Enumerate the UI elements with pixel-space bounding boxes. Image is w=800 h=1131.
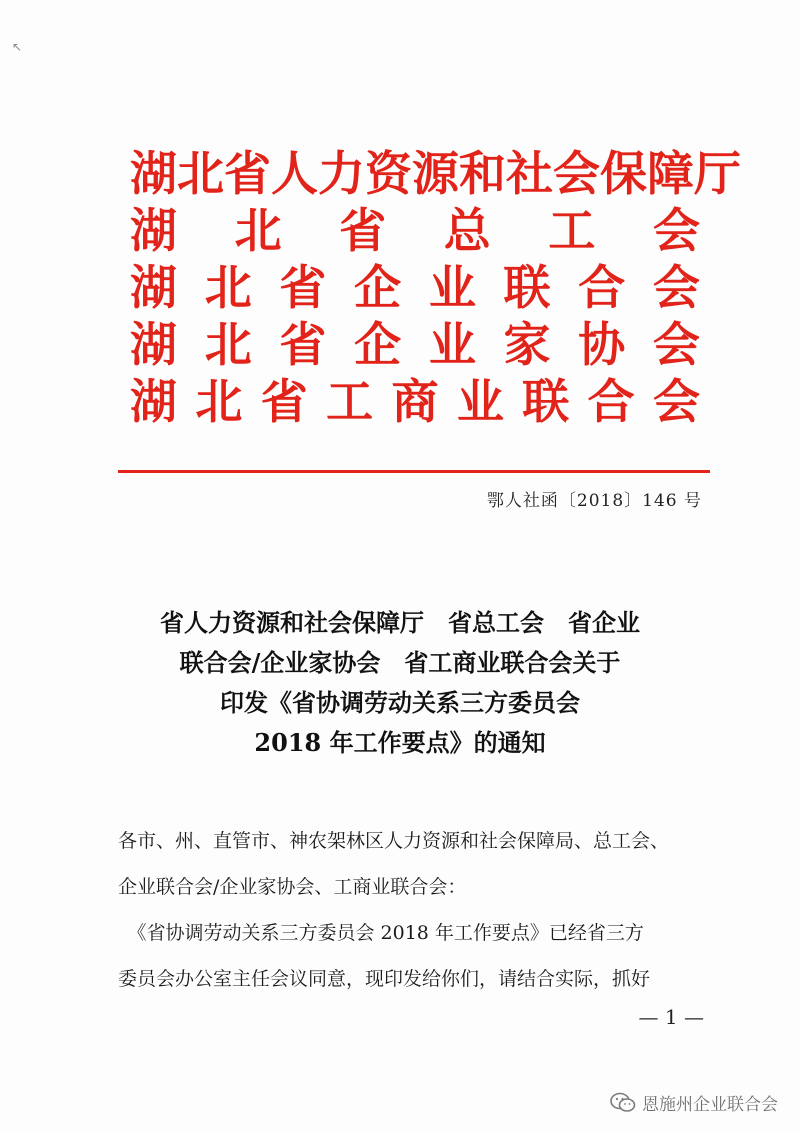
header-char: 省 <box>339 204 387 259</box>
header-char: 力 <box>318 147 365 202</box>
header-char: 协 <box>578 318 626 373</box>
header-char: 北 <box>177 147 224 202</box>
header-char: 省 <box>279 261 327 316</box>
header-char: 源 <box>412 147 459 202</box>
header-char: 联 <box>503 261 551 316</box>
header-char: 合 <box>578 261 626 316</box>
header-char: 家 <box>503 318 551 373</box>
header-char: 企 <box>354 318 402 373</box>
title-line-2: 联合会/企业家协会 省工商业联合会关于 <box>179 648 621 677</box>
addressee-line-2: 企业联合会/企业家协会、工商业联合会： <box>118 876 467 898</box>
header-char: 北 <box>204 261 252 316</box>
wechat-watermark <box>610 1090 778 1115</box>
header-char: 会 <box>652 261 700 316</box>
header-char: 业 <box>456 375 504 430</box>
red-separator-rule <box>118 470 710 473</box>
header-line-3 <box>130 260 700 317</box>
watermark-text: 恩施州企业联合会 <box>642 1095 778 1115</box>
header-char: 湖 <box>130 261 177 316</box>
header-char: 障 <box>647 147 694 202</box>
paragraph-1-line-2: 委员会办公室主任会议同意，现印发给你们，请结合实际，抓好 <box>118 968 651 990</box>
wechat-icon <box>610 1092 636 1114</box>
title-line-4: 2018 年工作要点》的通知 <box>254 728 546 757</box>
header-line-5 <box>130 374 700 431</box>
header-char: 省 <box>260 375 308 430</box>
header-char: 工 <box>548 204 596 259</box>
document-title <box>100 603 700 763</box>
title-line-3: 印发《省协调劳动关系三方委员会 <box>220 688 580 717</box>
header-char: 会 <box>652 318 700 373</box>
header-char: 企 <box>354 261 402 316</box>
header-char: 保 <box>600 147 647 202</box>
header-char: 社 <box>506 147 553 202</box>
header-char: 业 <box>428 261 476 316</box>
header-char: 商 <box>391 375 439 430</box>
header-line-2 <box>130 203 700 260</box>
header-char: 湖 <box>130 318 177 373</box>
header-line-4 <box>130 317 700 374</box>
header-char: 会 <box>553 147 600 202</box>
document-body <box>118 818 718 1002</box>
corner-mark: ↖ <box>12 40 23 54</box>
header-char: 资 <box>365 147 412 202</box>
paragraph-1-line-1: 《省协调劳动关系三方委员会 2018 年工作要点》已经省三方 <box>118 922 644 944</box>
header-char: 合 <box>587 375 635 430</box>
header-char: 工 <box>326 375 374 430</box>
page-number: — 1 — <box>638 1005 704 1029</box>
header-char: 和 <box>459 147 506 202</box>
header-char: 人 <box>271 147 318 202</box>
header-char: 会 <box>652 204 700 259</box>
header-char: 业 <box>428 318 476 373</box>
title-line-1: 省人力资源和社会保障厅 省总工会 省企业 <box>160 608 640 637</box>
header-char: 北 <box>195 375 243 430</box>
header-char: 北 <box>234 204 282 259</box>
header-char: 总 <box>443 204 491 259</box>
header-char: 省 <box>224 147 271 202</box>
header-char: 湖 <box>130 204 177 259</box>
header-char: 厅 <box>694 147 741 202</box>
addressee-line-1: 各市、州、直管市、神农架林区人力资源和社会保障局、总工会、 <box>118 830 670 852</box>
document-number: 鄂人社函〔2018〕146 号 <box>486 491 702 511</box>
header-char: 联 <box>522 375 570 430</box>
header-char: 会 <box>653 375 700 430</box>
header-char: 北 <box>204 318 252 373</box>
header-line-1 <box>130 146 741 203</box>
issuing-authorities-header <box>130 146 741 431</box>
header-char: 省 <box>279 318 327 373</box>
header-char: 湖 <box>130 375 177 430</box>
header-char: 湖 <box>130 147 177 202</box>
